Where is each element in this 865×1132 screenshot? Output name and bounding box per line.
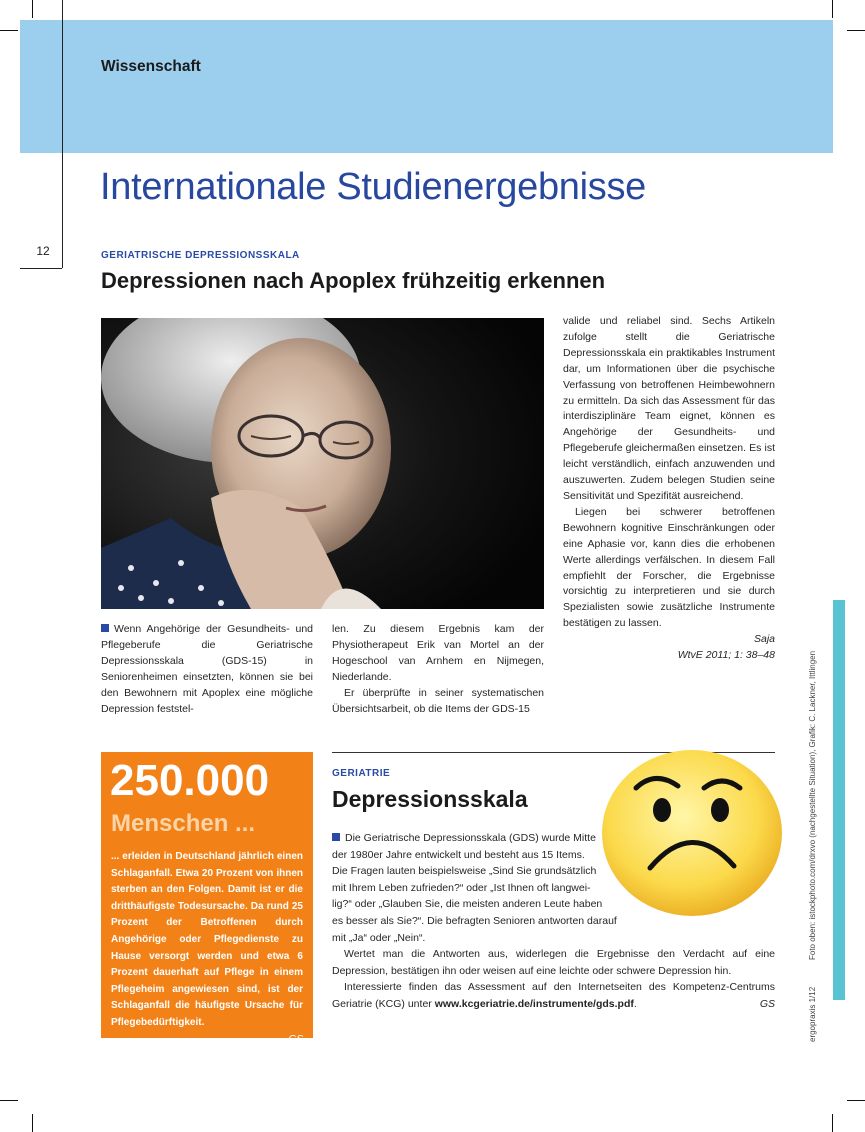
- article-author: Saja: [753, 633, 775, 646]
- article-source: WtvE 2011; 1: 38–48: [677, 649, 775, 662]
- section-label: Wissenschaft: [101, 58, 201, 75]
- edge-tab: [833, 600, 845, 1000]
- article2-author: GS: [759, 997, 775, 1010]
- margin-rule: [62, 0, 63, 268]
- crop-mark: [0, 30, 18, 31]
- journal-issue: ergopraxis 1/12: [808, 986, 817, 1042]
- article2-body: [332, 946, 775, 1012]
- stat-subtitle: Menschen ...: [111, 810, 256, 837]
- article2-kicker: GERIATRIE: [332, 768, 391, 779]
- page-number-rule: [20, 268, 62, 269]
- crop-mark: [832, 0, 833, 18]
- article2-line: lig?“ oder „Glauben Sie, die meisten anderen Leute haben: [332, 898, 603, 911]
- article2-line: mit „Ja“ oder „Nein“.: [332, 931, 426, 944]
- sad-face-icon: [600, 748, 784, 918]
- article-kicker: GERIATRISCHE DEPRESSIONSSKALA: [101, 250, 300, 261]
- photo-credit: Foto oben: istockphoto.com/drxvo (nachgestellte Situation), Grafik: C. Lackner, Ittlingen: [808, 650, 817, 960]
- crop-mark: [32, 0, 33, 18]
- article-text: Wenn Angehörige der Gesundheits- und Pflegeberufe die Geriatrische Depressionsskala (GDS-15) in Seniorenheimen einsetzten, können sie bei den Bewohnern mit Apoplex eine mögliche Depression feststel-: [101, 623, 313, 715]
- stat-text-block: [111, 849, 303, 1065]
- article2-headline: Depressionsskala: [332, 786, 528, 812]
- article-text: Er überprüfte in seiner systematischen Übersichtsarbeit, ob die Items der GDS-15: [332, 686, 544, 715]
- article2-text: Wertet man die Antworten aus, widerlegen die Ergebnisse den Verdacht auf eine Depression, bestätigen ihn oder weisen auf eine leichte oder schwere Depression hin.: [332, 948, 775, 977]
- article2-line: der 1980er Jahre entwickelt und besteht aus 15 Items.: [332, 848, 585, 861]
- crop-mark: [847, 1100, 865, 1101]
- article2-text: .: [633, 997, 637, 1010]
- bullet-square-icon: [101, 624, 109, 632]
- article-headline: Depressionen nach Apoplex frühzeitig erkennen: [101, 268, 606, 293]
- stat-number: 250.000: [110, 756, 270, 805]
- stat-box: [101, 752, 313, 1062]
- article-text: len. Zu diesem Ergebnis kam der Physiotherapeut Erik van Mortel an der Hogeschool van Arnhem en Nijmegen, Niederlande.: [332, 623, 544, 683]
- elderly-woman-photo: [101, 318, 544, 609]
- article-text: valide und reliabel sind. Sechs Artikeln zufolge stellt die Geriatrische Depressionsskala ein praktikables Instrument dar, um Informationen über die psychische Verfassung von betroffenen Heimbewohnern zu ermitteln. Da sich das Assessment für das interdisziplinäre Team eignet, können es Angehörige der Gesundheits- und Pflegeberufe gleichermaßen einsetzen. Es ist leicht verständlich, einfach anzuwenden und auszuwerten. Zudem belegen Studien seine Sensitivität und Spezifität ausreichend.: [563, 315, 775, 502]
- page-number: 12: [36, 244, 50, 258]
- article2-line: Die Fragen lauten beispielsweise „Sind Sie grundsätzlich: [332, 865, 597, 878]
- article2-intro: [332, 830, 622, 946]
- stat-source: Akt Neurol 2010; 37: 333–340: [170, 1050, 303, 1062]
- kcg-link[interactable]: www.kcgeriatrie.de/instrumente/gds.pdf: [434, 997, 634, 1010]
- article-column-3: [563, 314, 775, 664]
- article2-line: Die Geriatrische Depressionsskala (GDS) wurde Mitte: [345, 832, 596, 844]
- header-banner: [20, 20, 833, 153]
- article-column-1: [101, 622, 313, 717]
- article2-line: mit Ihrem Leben zufrieden?“ oder „Ist Ihnen oft langwei-: [332, 881, 591, 894]
- stat-text: ... erleiden in Deutschland jährlich einen Schlaganfall. Etwa 20 Prozent von ihnen sterben an den Folgen. Damit ist er die dritthäufigste Todesursache. Da rund 25 Prozent der Betroffenen durch Angehörige oder Pflegedienste zu Hause versorgt werden und etwa 6 Prozent dauerhaft auf Pflege in einem Pflegeheim angewiesen sind, ist der Schlaganfall die häufigste Ursache für Pflegebedürftigkeit.: [111, 851, 303, 1028]
- crop-mark: [832, 1114, 833, 1132]
- crop-mark: [32, 1114, 33, 1132]
- page-title: Internationale Studienergebnisse: [100, 166, 647, 208]
- article2-text: Interessierte finden das Assessment auf den Internetseiten des Kompetenz-Centrums Geriatrie (KCG) unter: [332, 981, 775, 1010]
- stat-author: GS: [288, 1033, 303, 1045]
- bullet-square-icon: [332, 833, 340, 841]
- article2-line: es besser als Sie?“. Die befragten Senioren antworten darauf: [332, 914, 617, 927]
- crop-mark: [847, 30, 865, 31]
- crop-mark: [0, 1100, 18, 1101]
- article-text: Liegen bei schwerer betroffenen Bewohnern kognitive Einschränkungen oder eine Aphasie vor, kann dies die erhobenen Werte allerdings verfälschen. In diesem Fall empfiehlt der Forscher, die Ergebnisse vorsichtig zu interpretieren und sie durch Spezialisten sowie zusätzliche Instrumente bestätigen zu lassen.: [563, 505, 775, 630]
- article-column-2: [332, 622, 544, 717]
